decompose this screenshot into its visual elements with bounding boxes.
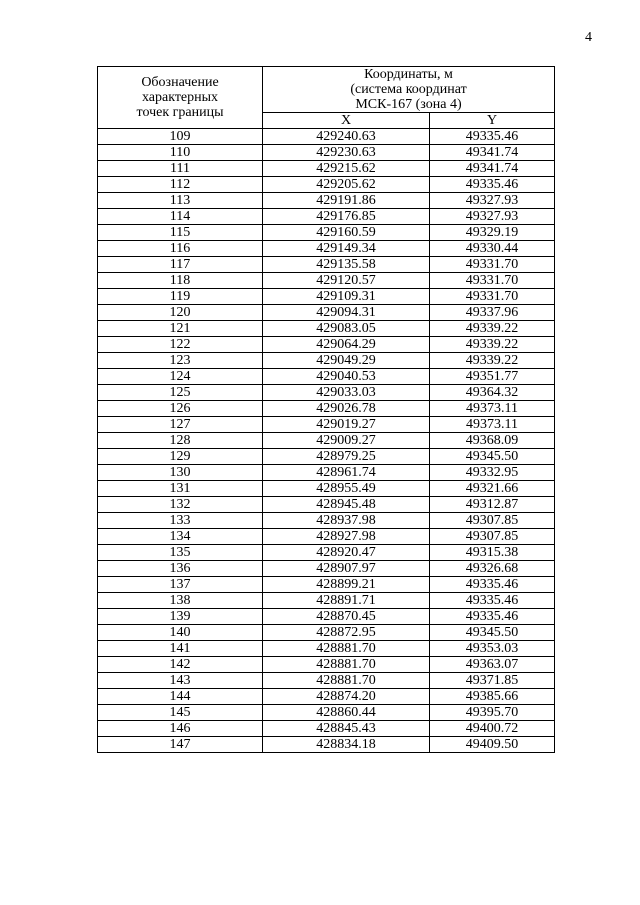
x-coordinate-cell: 429160.59: [263, 225, 430, 241]
x-coordinate-cell: 428870.45: [263, 609, 430, 625]
point-id-cell: 138: [98, 593, 263, 609]
table-row: [98, 401, 555, 417]
y-coordinate-cell: 49307.85: [430, 513, 555, 529]
y-coordinate-cell: 49335.46: [430, 577, 555, 593]
point-id-cell: 123: [98, 353, 263, 369]
x-coordinate-cell: 429083.05: [263, 321, 430, 337]
y-coordinate-cell: 49345.50: [430, 625, 555, 641]
y-coordinate-cell: 49373.11: [430, 401, 555, 417]
header-y: Y: [430, 113, 555, 129]
point-id-cell: 131: [98, 481, 263, 497]
x-coordinate-cell: 429049.29: [263, 353, 430, 369]
point-id-cell: 128: [98, 433, 263, 449]
y-coordinate-cell: 49335.46: [430, 593, 555, 609]
point-id-cell: 119: [98, 289, 263, 305]
point-id-cell: 141: [98, 641, 263, 657]
table-row: [98, 705, 555, 721]
table-row: [98, 129, 555, 145]
x-coordinate-cell: 428955.49: [263, 481, 430, 497]
x-coordinate-cell: 429033.03: [263, 385, 430, 401]
table-row: [98, 385, 555, 401]
x-coordinate-cell: 429135.58: [263, 257, 430, 273]
point-id-cell: 143: [98, 673, 263, 689]
x-coordinate-cell: 429191.86: [263, 193, 430, 209]
y-coordinate-cell: 49315.38: [430, 545, 555, 561]
table-row: [98, 545, 555, 561]
x-coordinate-cell: 428845.43: [263, 721, 430, 737]
table-row: [98, 369, 555, 385]
y-coordinate-cell: 49385.66: [430, 689, 555, 705]
y-coordinate-cell: 49339.22: [430, 321, 555, 337]
point-id-cell: 118: [98, 273, 263, 289]
table-row: [98, 513, 555, 529]
y-coordinate-cell: 49373.11: [430, 417, 555, 433]
x-coordinate-cell: 428979.25: [263, 449, 430, 465]
page-number: 4: [585, 30, 592, 45]
point-id-cell: 133: [98, 513, 263, 529]
x-coordinate-cell: 429040.53: [263, 369, 430, 385]
y-coordinate-cell: 49312.87: [430, 497, 555, 513]
x-coordinate-cell: 429064.29: [263, 337, 430, 353]
y-coordinate-cell: 49329.19: [430, 225, 555, 241]
point-id-cell: 112: [98, 177, 263, 193]
x-coordinate-cell: 428874.20: [263, 689, 430, 705]
y-coordinate-cell: 49337.96: [430, 305, 555, 321]
point-id-cell: 145: [98, 705, 263, 721]
table-row: [98, 257, 555, 273]
table-row: [98, 449, 555, 465]
x-coordinate-cell: 428961.74: [263, 465, 430, 481]
point-id-cell: 117: [98, 257, 263, 273]
y-coordinate-cell: 49353.03: [430, 641, 555, 657]
point-id-cell: 146: [98, 721, 263, 737]
point-id-cell: 129: [98, 449, 263, 465]
x-coordinate-cell: 428899.21: [263, 577, 430, 593]
y-coordinate-cell: 49335.46: [430, 177, 555, 193]
table-row: [98, 625, 555, 641]
x-coordinate-cell: 428881.70: [263, 673, 430, 689]
x-coordinate-cell: 429109.31: [263, 289, 430, 305]
y-coordinate-cell: 49332.95: [430, 465, 555, 481]
y-coordinate-cell: 49339.22: [430, 353, 555, 369]
y-coordinate-cell: 49321.66: [430, 481, 555, 497]
y-coordinate-cell: 49395.70: [430, 705, 555, 721]
table-row: [98, 609, 555, 625]
point-id-cell: 124: [98, 369, 263, 385]
point-id-cell: 134: [98, 529, 263, 545]
y-coordinate-cell: 49363.07: [430, 657, 555, 673]
point-id-cell: 142: [98, 657, 263, 673]
y-coordinate-cell: 49341.74: [430, 145, 555, 161]
table-row: [98, 465, 555, 481]
point-id-cell: 139: [98, 609, 263, 625]
table-row: [98, 353, 555, 369]
table-header: [98, 67, 555, 129]
x-coordinate-cell: 428937.98: [263, 513, 430, 529]
point-id-cell: 127: [98, 417, 263, 433]
y-coordinate-cell: 49327.93: [430, 193, 555, 209]
table-row: [98, 529, 555, 545]
table-row: [98, 737, 555, 753]
point-id-cell: 113: [98, 193, 263, 209]
point-id-cell: 120: [98, 305, 263, 321]
x-coordinate-cell: 428881.70: [263, 657, 430, 673]
point-id-cell: 121: [98, 321, 263, 337]
x-coordinate-cell: 429176.85: [263, 209, 430, 225]
point-id-cell: 114: [98, 209, 263, 225]
table-row: [98, 289, 555, 305]
table-row: [98, 433, 555, 449]
y-coordinate-cell: 49330.44: [430, 241, 555, 257]
point-id-cell: 125: [98, 385, 263, 401]
x-coordinate-cell: 429215.62: [263, 161, 430, 177]
point-id-cell: 140: [98, 625, 263, 641]
y-coordinate-cell: 49335.46: [430, 609, 555, 625]
y-coordinate-cell: 49339.22: [430, 337, 555, 353]
coordinates-table: [97, 66, 555, 753]
table-row: [98, 657, 555, 673]
x-coordinate-cell: 428834.18: [263, 737, 430, 753]
table-row: [98, 497, 555, 513]
point-id-cell: 130: [98, 465, 263, 481]
x-coordinate-cell: 428891.71: [263, 593, 430, 609]
header-x: X: [263, 113, 430, 129]
x-coordinate-cell: 429009.27: [263, 433, 430, 449]
x-coordinate-cell: 429230.63: [263, 145, 430, 161]
point-id-cell: 109: [98, 129, 263, 145]
y-coordinate-cell: 49307.85: [430, 529, 555, 545]
point-id-cell: 126: [98, 401, 263, 417]
table-body: [98, 129, 555, 753]
x-coordinate-cell: 428872.95: [263, 625, 430, 641]
point-id-cell: 136: [98, 561, 263, 577]
x-coordinate-cell: 428920.47: [263, 545, 430, 561]
x-coordinate-cell: 429240.63: [263, 129, 430, 145]
y-coordinate-cell: 49345.50: [430, 449, 555, 465]
y-coordinate-cell: 49326.68: [430, 561, 555, 577]
table-row: [98, 721, 555, 737]
header-coordinates: Координаты, м (система координат МСК-167 (зона 4): [263, 67, 555, 113]
x-coordinate-cell: 428860.44: [263, 705, 430, 721]
x-coordinate-cell: 428927.98: [263, 529, 430, 545]
table-row: [98, 305, 555, 321]
table-row: [98, 417, 555, 433]
x-coordinate-cell: 428881.70: [263, 641, 430, 657]
x-coordinate-cell: 429120.57: [263, 273, 430, 289]
table-row: [98, 593, 555, 609]
y-coordinate-cell: 49341.74: [430, 161, 555, 177]
point-id-cell: 115: [98, 225, 263, 241]
point-id-cell: 116: [98, 241, 263, 257]
table-row: [98, 225, 555, 241]
x-coordinate-cell: 428945.48: [263, 497, 430, 513]
y-coordinate-cell: 49351.77: [430, 369, 555, 385]
y-coordinate-cell: 49400.72: [430, 721, 555, 737]
table-row: [98, 321, 555, 337]
y-coordinate-cell: 49371.85: [430, 673, 555, 689]
y-coordinate-cell: 49331.70: [430, 257, 555, 273]
point-id-cell: 110: [98, 145, 263, 161]
x-coordinate-cell: 429205.62: [263, 177, 430, 193]
table-row: [98, 561, 555, 577]
x-coordinate-cell: 429094.31: [263, 305, 430, 321]
x-coordinate-cell: 428907.97: [263, 561, 430, 577]
table-row: [98, 177, 555, 193]
point-id-cell: 135: [98, 545, 263, 561]
point-id-cell: 144: [98, 689, 263, 705]
table-row: [98, 209, 555, 225]
point-id-cell: 137: [98, 577, 263, 593]
table-row: [98, 241, 555, 257]
x-coordinate-cell: 429026.78: [263, 401, 430, 417]
table-row: [98, 145, 555, 161]
y-coordinate-cell: 49331.70: [430, 273, 555, 289]
y-coordinate-cell: 49331.70: [430, 289, 555, 305]
table-row: [98, 641, 555, 657]
y-coordinate-cell: 49364.32: [430, 385, 555, 401]
table-row: [98, 273, 555, 289]
x-coordinate-cell: 429149.34: [263, 241, 430, 257]
point-id-cell: 147: [98, 737, 263, 753]
y-coordinate-cell: 49335.46: [430, 129, 555, 145]
table-row: [98, 673, 555, 689]
table-row: [98, 193, 555, 209]
table-row: [98, 337, 555, 353]
y-coordinate-cell: 49409.50: [430, 737, 555, 753]
point-id-cell: 111: [98, 161, 263, 177]
y-coordinate-cell: 49368.09: [430, 433, 555, 449]
point-id-cell: 132: [98, 497, 263, 513]
x-coordinate-cell: 429019.27: [263, 417, 430, 433]
table-row: [98, 161, 555, 177]
table-row: [98, 689, 555, 705]
table-row: [98, 577, 555, 593]
header-point-designation: Обозначение характерных точек границы: [98, 67, 263, 129]
y-coordinate-cell: 49327.93: [430, 209, 555, 225]
point-id-cell: 122: [98, 337, 263, 353]
table-row: [98, 481, 555, 497]
